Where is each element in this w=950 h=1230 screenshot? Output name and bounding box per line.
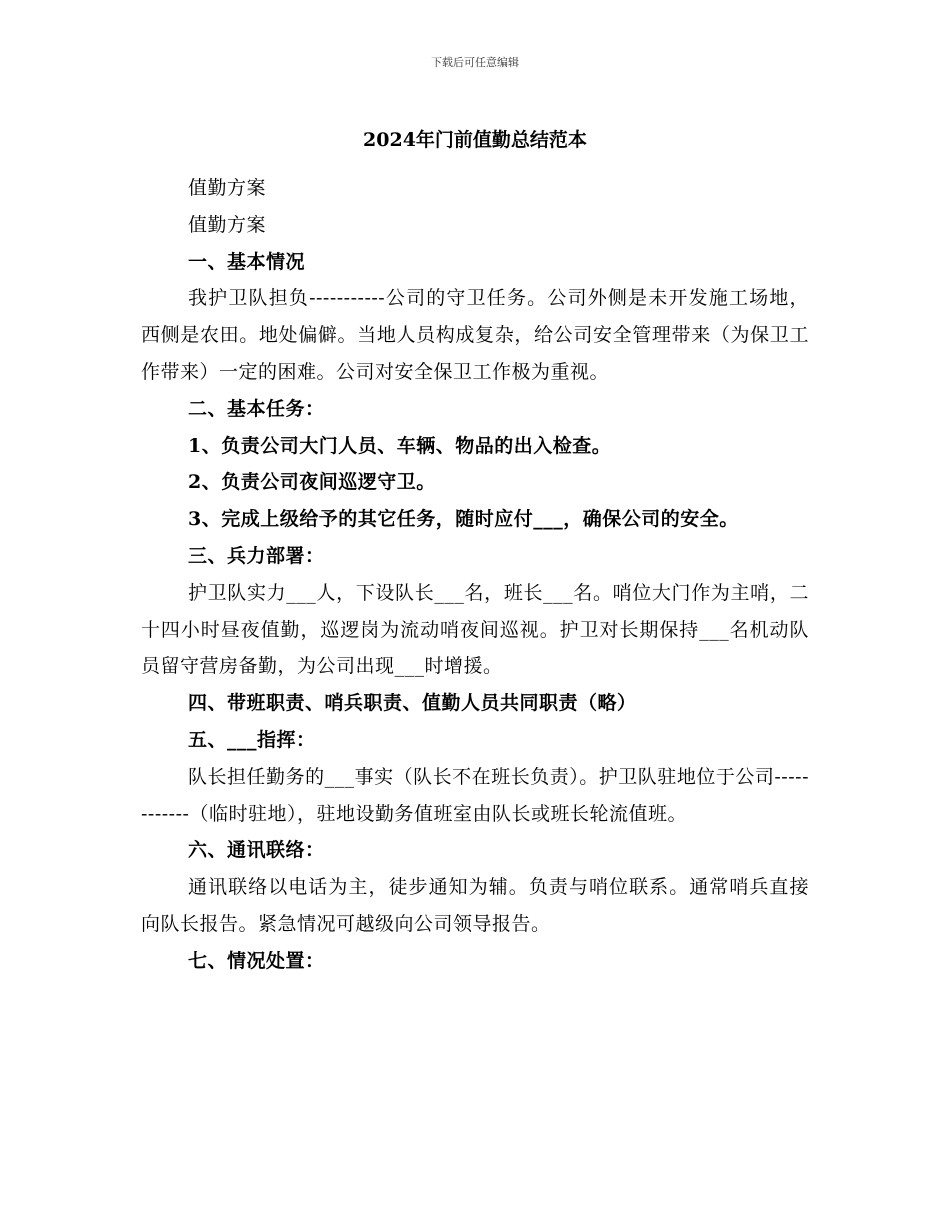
section-heading: 一、基本情况 (188, 250, 306, 273)
section-heading: 四、带班职责、哨兵职责、值勤人员共同职责（略） (188, 692, 637, 715)
task-item: 3、完成上级给予的其它任务，随时应付___，确保公司的安全。 (188, 508, 739, 531)
section-heading: 二、基本任务： (188, 397, 325, 420)
task-item: 2、负责公司夜间巡逻守卫。 (188, 471, 436, 494)
section-heading: 三、兵力部署： (188, 544, 325, 567)
header-note: 下载后可任意编辑 (431, 56, 519, 69)
paragraph: 队长担任勤务的___事实（队长不在班长负责）。护卫队驻地位于公司------------（临时驻地），驻地设勤务值班室由队长或班长轮流值班。 (141, 765, 809, 825)
paragraph: 值勤方案 (188, 213, 267, 236)
paragraph: 通讯联络以电话为主，徒步通知为辅。负责与哨位联系。通常哨兵直接向队长报告。紧急情况可越级向公司领导报告。 (141, 876, 809, 935)
document-body (141, 170, 809, 980)
section-heading: 六、通讯联络： (188, 839, 325, 862)
task-item: 1、负责公司大门人员、车辆、物品的出入检查。 (188, 434, 612, 457)
paragraph: 护卫队实力___人，下设队长___名，班长___名。哨位大门作为主哨，二十四小时昼夜值勤，巡逻岗为流动哨夜间巡视。护卫对长期保持___名机动队员留守营房备勤，为公司出现___时增援。 (141, 581, 809, 678)
paragraph: 我护卫队担负-----------公司的守卫任务。公司外侧是未开发施工场地，西侧是农田。地处偏僻。当地人员构成复杂，给公司安全管理带来（为保卫工作带来）一定的困难。公司对安全保卫工作极为重视。 (141, 287, 809, 383)
document-title: 2024年门前值勤总结范本 (363, 129, 587, 151)
paragraph: 值勤方案 (188, 177, 267, 199)
section-heading: 五、___指挥： (188, 728, 316, 751)
section-heading: 七、情况处置： (188, 949, 325, 972)
